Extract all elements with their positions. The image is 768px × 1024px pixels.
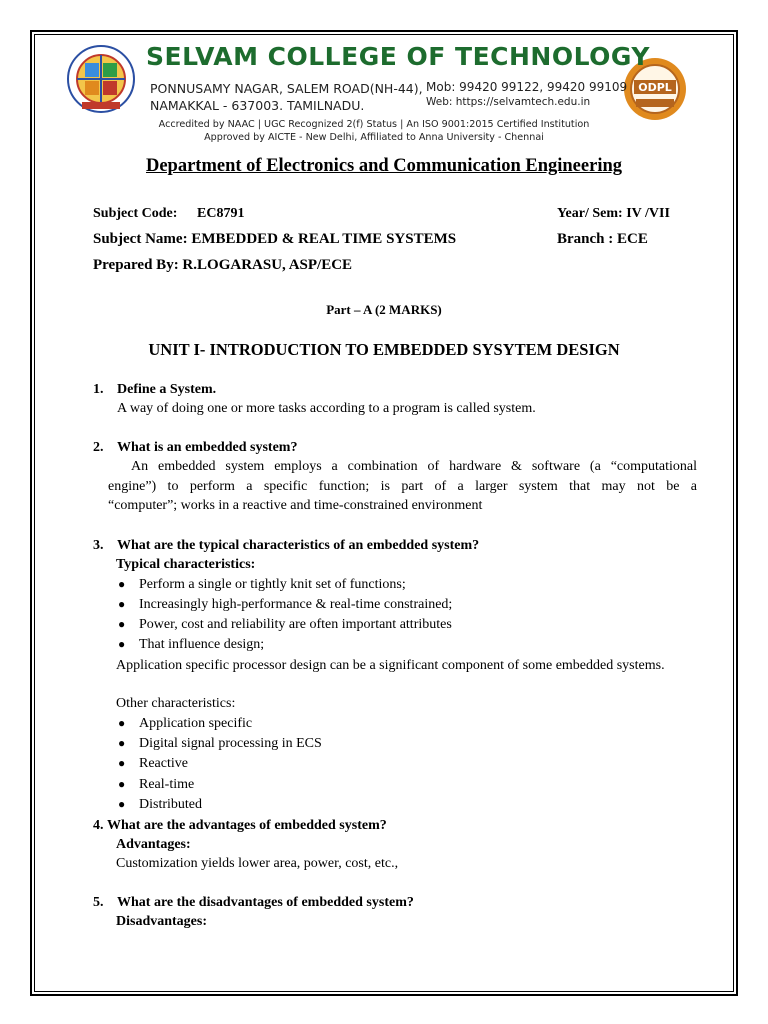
- question-5: [93, 895, 414, 911]
- college-contact: [426, 80, 627, 110]
- college-name: SELVAM COLLEGE OF TECHNOLOGY: [146, 42, 650, 71]
- address-line-1: PONNUSAMY NAGAR, SALEM ROAD(NH-44),: [150, 81, 423, 96]
- answer-1: A way of doing one or more tasks according to a program is called system.: [117, 401, 536, 416]
- website: Web: https://selvamtech.edu.in: [426, 96, 591, 108]
- list-item: ● Digital signal processing in ECS: [118, 736, 322, 751]
- department-title: Department of Electronics and Communication Engineering: [145, 156, 622, 176]
- college-address: [150, 80, 423, 114]
- list-item: ● Perform a single or tightly knit set of functions;: [118, 577, 406, 592]
- question-1: [93, 382, 216, 398]
- question-4: [93, 818, 387, 834]
- question-text: What are the typical characteristics of an embedded system?: [117, 538, 480, 553]
- accreditation-line-1: Accredited by NAAC | UGC Recognized 2(f) Status | An ISO 9001:2015 Certified Institution: [158, 119, 590, 130]
- question-number: 2.: [93, 440, 104, 455]
- part-heading: Part – A (2 MARKS): [326, 302, 442, 317]
- subject-code: EC8791: [197, 206, 245, 221]
- question-text: What is an embedded system?: [117, 440, 298, 455]
- unit-title: UNIT I- INTRODUCTION TO EMBEDDED SYSYTEM DESIGN: [148, 340, 620, 359]
- question-text: What are the advantages of embedded system?: [107, 818, 387, 833]
- typical-characteristics-heading: Typical characteristics:: [116, 557, 256, 572]
- answer-2-line-1: An embedded system employs a combination of hardware & software (a “computational: [131, 459, 697, 474]
- list-item: ● Real-time: [118, 777, 195, 792]
- question-2: [93, 440, 297, 456]
- branch: Branch : ECE: [557, 231, 648, 247]
- list-item: ● That influence design;: [118, 637, 265, 652]
- list-item: ● Distributed: [118, 797, 202, 812]
- badge-text: ODPL: [638, 81, 672, 94]
- question-number: 1.: [93, 382, 104, 397]
- prepared-by: Prepared By: R.LOGARASU, ASP/ECE: [93, 257, 353, 273]
- answer-4: Customization yields lower area, power, cost, etc.,: [116, 856, 399, 871]
- college-logo-icon: [62, 44, 140, 114]
- list-item: ● Application specific: [118, 716, 253, 731]
- year-sem: Year/ Sem: IV /VII: [557, 206, 670, 221]
- question-text: What are the disadvantages of embedded system?: [117, 895, 414, 910]
- address-line-2: NAMAKKAL - 637003. TAMILNADU.: [150, 98, 365, 113]
- advantages-heading: Advantages:: [116, 837, 191, 852]
- list-item: ● Increasingly high-performance & real-time constrained;: [118, 597, 453, 612]
- question-number: 3.: [93, 538, 104, 553]
- subject-name: Subject Name: EMBEDDED & REAL TIME SYSTEMS: [93, 231, 457, 247]
- question-number: 4.: [93, 818, 104, 833]
- other-characteristics-label: Other characteristics:: [116, 696, 236, 711]
- question-text: Define a System.: [117, 382, 217, 397]
- list-item: ● Reactive: [118, 756, 188, 771]
- mobile-numbers: Mob: 99420 99122, 99420 99109: [426, 80, 628, 94]
- question-3: [93, 538, 479, 554]
- answer-3-paragraph: Application specific processor design can be a significant component of some embedded systems.: [116, 658, 665, 673]
- accreditation-text: [134, 119, 614, 144]
- answer-2-line-2: engine”) to perform a specific function; is part of a larger system that may not be a: [108, 479, 697, 494]
- subject-code-label: Subject Code:: [93, 206, 178, 221]
- answer-2-line-3: “computer”; works in a reactive and time-constrained environment: [108, 498, 483, 513]
- list-item: ● Power, cost and reliability are often important attributes: [118, 617, 452, 632]
- accreditation-line-2: Approved by AICTE - New Delhi, Affiliated to Anna University - Chennai: [204, 131, 544, 143]
- question-number: 5.: [93, 895, 104, 910]
- disadvantages-heading: Disadvantages:: [116, 914, 208, 929]
